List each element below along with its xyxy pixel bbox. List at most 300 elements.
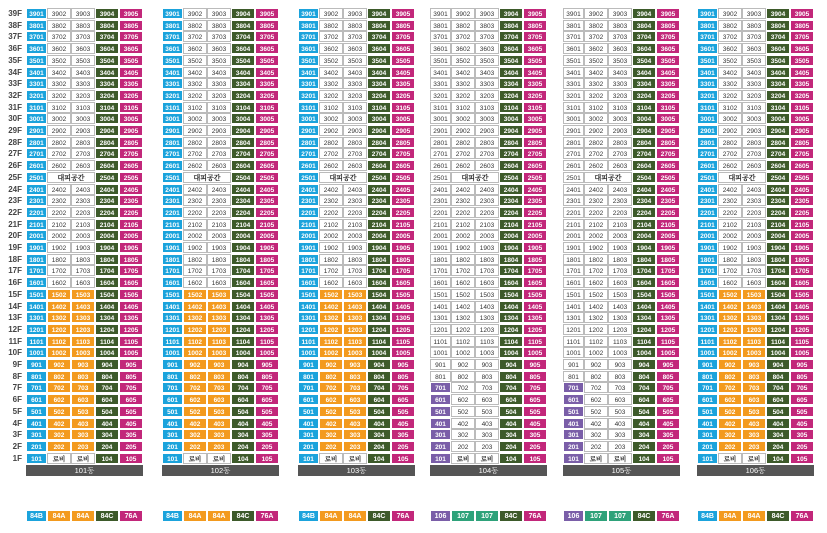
unit-cell: 1904 bbox=[367, 242, 391, 253]
unit-cell: 904 bbox=[766, 359, 790, 370]
unit-cell: 405 bbox=[523, 418, 547, 429]
unit-cell: 304 bbox=[367, 429, 391, 440]
unit-cell: 2804 bbox=[231, 137, 255, 148]
unit-cell: 3301 bbox=[162, 78, 183, 89]
unit-cell: 304 bbox=[95, 429, 119, 440]
unit-cell: 2804 bbox=[632, 137, 656, 148]
legend-chip: 84A bbox=[47, 510, 71, 522]
unit-cell: 1701 bbox=[563, 265, 584, 276]
unit-cell: 3802 bbox=[47, 20, 71, 31]
unit-cell: 505 bbox=[790, 406, 814, 417]
unit-cell: 1005 bbox=[790, 347, 814, 358]
unit-cell: 1801 bbox=[563, 254, 584, 265]
unit-cell: 604 bbox=[499, 394, 523, 405]
unit-cell: 1401 bbox=[162, 301, 183, 312]
unit-cell: 801 bbox=[697, 371, 718, 382]
unit-cell: 2403 bbox=[343, 184, 367, 195]
unit-cell: 3402 bbox=[718, 67, 742, 78]
unit-cell: 101 bbox=[697, 453, 718, 464]
unit-cell: 3301 bbox=[26, 78, 47, 89]
unit-cell: 1105 bbox=[391, 336, 415, 347]
unit-cell: 1201 bbox=[162, 324, 183, 335]
unit-cell: 205 bbox=[255, 441, 279, 452]
unit-cell: 3903 bbox=[475, 8, 499, 19]
unit-cell: 705 bbox=[656, 382, 680, 393]
unit-cell: 505 bbox=[523, 406, 547, 417]
unit-cell: 1002 bbox=[319, 347, 343, 358]
unit-cell: 3404 bbox=[632, 67, 656, 78]
unit-cell: 1901 bbox=[298, 242, 319, 253]
unit-cell: 2603 bbox=[608, 160, 632, 171]
unit-cell: 2805 bbox=[255, 137, 279, 148]
unit-cell: 1704 bbox=[766, 265, 790, 276]
unit-cell: 1101 bbox=[162, 336, 183, 347]
legend-chip: 107 bbox=[584, 510, 608, 522]
unit-cell: 1704 bbox=[95, 265, 119, 276]
floor-label: 32F bbox=[8, 90, 22, 100]
unit-cell: 2704 bbox=[367, 148, 391, 159]
unit-cell: 1601 bbox=[430, 277, 451, 288]
unit-cell: 3704 bbox=[766, 31, 790, 42]
unit-cell: 1205 bbox=[790, 324, 814, 335]
unit-cell: 801 bbox=[430, 371, 451, 382]
unit-cell: 905 bbox=[255, 359, 279, 370]
unit-cell: 501 bbox=[298, 406, 319, 417]
unit-cell: 802 bbox=[718, 371, 742, 382]
unit-cell: 2903 bbox=[207, 125, 231, 136]
unit-cell: 1601 bbox=[697, 277, 718, 288]
floor-label: 8F bbox=[12, 371, 22, 381]
unit-cell: 3105 bbox=[119, 102, 143, 113]
unit-cell: 3402 bbox=[584, 67, 608, 78]
unit-cell: 2804 bbox=[95, 137, 119, 148]
floor-label: 33F bbox=[8, 79, 22, 89]
unit-cell: 305 bbox=[119, 429, 143, 440]
unit-cell: 3801 bbox=[298, 20, 319, 31]
unit-cell: 1303 bbox=[71, 312, 95, 323]
unit-cell: 404 bbox=[499, 418, 523, 429]
unit-cell: 2001 bbox=[563, 230, 584, 241]
unit-cell: 2505 bbox=[119, 172, 143, 183]
unit-cell: 1902 bbox=[319, 242, 343, 253]
unit-cell: 2801 bbox=[26, 137, 47, 148]
unit-cell: 2703 bbox=[343, 148, 367, 159]
unit-cell: 404 bbox=[231, 418, 255, 429]
unit-cell: 304 bbox=[231, 429, 255, 440]
unit-cell: 201 bbox=[26, 441, 47, 452]
unit-cell: 2301 bbox=[26, 195, 47, 206]
unit-cell: 1203 bbox=[343, 324, 367, 335]
unit-cell: 1003 bbox=[71, 347, 95, 358]
unit-cell: 2603 bbox=[475, 160, 499, 171]
unit-cell: 3903 bbox=[343, 8, 367, 19]
unit-cell: 201 bbox=[563, 441, 584, 452]
unit-cell: 2005 bbox=[523, 230, 547, 241]
unit-cell: 504 bbox=[632, 406, 656, 417]
unit-cell: 3403 bbox=[742, 67, 766, 78]
unit-cell: 401 bbox=[430, 418, 451, 429]
unit-cell: 303 bbox=[742, 429, 766, 440]
unit-cell: 2102 bbox=[183, 219, 207, 230]
unit-cell: 3202 bbox=[47, 90, 71, 101]
unit-cell: 3602 bbox=[183, 43, 207, 54]
unit-cell: 3104 bbox=[95, 102, 119, 113]
unit-cell: 2905 bbox=[790, 125, 814, 136]
floor-label: 24F bbox=[8, 184, 22, 194]
unit-cell: 403 bbox=[475, 418, 499, 429]
unit-cell: 3505 bbox=[790, 55, 814, 66]
unit-cell: 2903 bbox=[742, 125, 766, 136]
unit-cell: 2905 bbox=[523, 125, 547, 136]
unit-cell: 1405 bbox=[656, 301, 680, 312]
unit-cell: 1305 bbox=[656, 312, 680, 323]
unit-cell: 2004 bbox=[499, 230, 523, 241]
unit-cell: 605 bbox=[119, 394, 143, 405]
unit-cell: 203 bbox=[742, 441, 766, 452]
unit-cell: 3705 bbox=[255, 31, 279, 42]
unit-cell: 2905 bbox=[119, 125, 143, 136]
unit-cell: 2701 bbox=[697, 148, 718, 159]
unit-cell: 1505 bbox=[656, 289, 680, 300]
unit-cell: 1403 bbox=[207, 301, 231, 312]
unit-cell: 2302 bbox=[47, 195, 71, 206]
unit-cell: 2102 bbox=[451, 219, 475, 230]
unit-cell: 1003 bbox=[207, 347, 231, 358]
unit-cell: 3401 bbox=[162, 67, 183, 78]
legend-chip: 84B bbox=[298, 510, 319, 522]
unit-cell: 2803 bbox=[742, 137, 766, 148]
legend-chip: 84C bbox=[231, 510, 255, 522]
unit-cell: 3505 bbox=[119, 55, 143, 66]
unit-cell: 1101 bbox=[563, 336, 584, 347]
unit-cell: 105 bbox=[656, 453, 680, 464]
unit-cell: 3704 bbox=[95, 31, 119, 42]
unit-cell: 101 bbox=[430, 453, 451, 464]
unit-cell: 3102 bbox=[584, 102, 608, 113]
unit-cell: 2505 bbox=[255, 172, 279, 183]
unit-cell: 504 bbox=[95, 406, 119, 417]
unit-cell: 2501 bbox=[162, 172, 183, 183]
unit-cell: 105 bbox=[391, 453, 415, 464]
unit-cell: 3504 bbox=[499, 55, 523, 66]
unit-cell: 502 bbox=[584, 406, 608, 417]
unit-cell: 2004 bbox=[766, 230, 790, 241]
lobby-cell: 로비 bbox=[71, 453, 95, 464]
unit-cell: 2903 bbox=[475, 125, 499, 136]
unit-cell: 2705 bbox=[790, 148, 814, 159]
unit-cell: 503 bbox=[475, 406, 499, 417]
unit-cell: 3102 bbox=[319, 102, 343, 113]
lobby-cell: 로비 bbox=[475, 453, 499, 464]
unit-cell: 3205 bbox=[790, 90, 814, 101]
unit-cell: 2501 bbox=[697, 172, 718, 183]
unit-cell: 3701 bbox=[298, 31, 319, 42]
unit-cell: 3101 bbox=[430, 102, 451, 113]
unit-cell: 2501 bbox=[563, 172, 584, 183]
unit-cell: 2205 bbox=[790, 207, 814, 218]
unit-cell: 1603 bbox=[207, 277, 231, 288]
unit-cell: 1202 bbox=[319, 324, 343, 335]
unit-cell: 3501 bbox=[563, 55, 584, 66]
unit-cell: 2401 bbox=[162, 184, 183, 195]
unit-cell: 3504 bbox=[367, 55, 391, 66]
unit-cell: 3101 bbox=[298, 102, 319, 113]
unit-cell: 3303 bbox=[475, 78, 499, 89]
floor-label: 1F bbox=[12, 453, 22, 463]
unit-cell: 1102 bbox=[319, 336, 343, 347]
unit-cell: 905 bbox=[119, 359, 143, 370]
unit-cell: 2601 bbox=[697, 160, 718, 171]
unit-cell: 203 bbox=[608, 441, 632, 452]
unit-cell: 3702 bbox=[319, 31, 343, 42]
unit-cell: 1001 bbox=[26, 347, 47, 358]
unit-cell: 3005 bbox=[523, 113, 547, 124]
unit-cell: 3305 bbox=[656, 78, 680, 89]
unit-cell: 2304 bbox=[766, 195, 790, 206]
unit-cell: 2802 bbox=[319, 137, 343, 148]
unit-cell: 1102 bbox=[584, 336, 608, 347]
unit-cell: 2103 bbox=[475, 219, 499, 230]
unit-cell: 104 bbox=[95, 453, 119, 464]
unit-cell: 3201 bbox=[26, 90, 47, 101]
unit-cell: 304 bbox=[499, 429, 523, 440]
unit-cell: 2204 bbox=[632, 207, 656, 218]
unit-cell: 3402 bbox=[47, 67, 71, 78]
unit-cell: 1601 bbox=[563, 277, 584, 288]
unit-cell: 2001 bbox=[26, 230, 47, 241]
unit-cell: 801 bbox=[298, 371, 319, 382]
unit-cell: 302 bbox=[319, 429, 343, 440]
unit-cell: 3104 bbox=[231, 102, 255, 113]
unit-cell: 3801 bbox=[697, 20, 718, 31]
building-name: 102동 bbox=[162, 465, 279, 476]
unit-cell: 3504 bbox=[95, 55, 119, 66]
unit-cell: 2902 bbox=[47, 125, 71, 136]
unit-cell: 3804 bbox=[367, 20, 391, 31]
unit-cell: 1902 bbox=[47, 242, 71, 253]
unit-cell: 104 bbox=[367, 453, 391, 464]
refuge-space: 대피공간 bbox=[584, 172, 632, 183]
unit-cell: 603 bbox=[71, 394, 95, 405]
floor-label: 13F bbox=[8, 313, 22, 323]
unit-cell: 902 bbox=[584, 359, 608, 370]
legend-chip: 76A bbox=[656, 510, 680, 522]
unit-cell: 3305 bbox=[255, 78, 279, 89]
unit-cell: 901 bbox=[162, 359, 183, 370]
unit-cell: 1704 bbox=[231, 265, 255, 276]
unit-cell: 1603 bbox=[608, 277, 632, 288]
unit-cell: 3605 bbox=[523, 43, 547, 54]
unit-cell: 1202 bbox=[718, 324, 742, 335]
unit-cell: 901 bbox=[26, 359, 47, 370]
unit-cell: 2705 bbox=[391, 148, 415, 159]
unit-cell: 804 bbox=[95, 371, 119, 382]
unit-cell: 3802 bbox=[319, 20, 343, 31]
unit-cell: 3604 bbox=[231, 43, 255, 54]
unit-cell: 202 bbox=[718, 441, 742, 452]
unit-cell: 602 bbox=[319, 394, 343, 405]
unit-cell: 3002 bbox=[718, 113, 742, 124]
unit-cell: 801 bbox=[162, 371, 183, 382]
unit-cell: 2402 bbox=[47, 184, 71, 195]
unit-cell: 3805 bbox=[790, 20, 814, 31]
unit-cell: 2404 bbox=[95, 184, 119, 195]
unit-cell: 2101 bbox=[697, 219, 718, 230]
unit-cell: 3003 bbox=[343, 113, 367, 124]
unit-cell: 502 bbox=[183, 406, 207, 417]
unit-cell: 1004 bbox=[766, 347, 790, 358]
building-name: 106동 bbox=[697, 465, 814, 476]
unit-cell: 2105 bbox=[255, 219, 279, 230]
unit-cell: 604 bbox=[632, 394, 656, 405]
unit-cell: 1001 bbox=[430, 347, 451, 358]
unit-cell: 1304 bbox=[231, 312, 255, 323]
unit-cell: 502 bbox=[718, 406, 742, 417]
unit-cell: 804 bbox=[766, 371, 790, 382]
unit-cell: 1403 bbox=[343, 301, 367, 312]
unit-cell: 3105 bbox=[656, 102, 680, 113]
unit-cell: 1905 bbox=[119, 242, 143, 253]
unit-cell: 401 bbox=[162, 418, 183, 429]
unit-cell: 702 bbox=[319, 382, 343, 393]
unit-cell: 3001 bbox=[26, 113, 47, 124]
unit-cell: 1003 bbox=[608, 347, 632, 358]
unit-cell: 1504 bbox=[95, 289, 119, 300]
unit-cell: 2902 bbox=[319, 125, 343, 136]
unit-cell: 1004 bbox=[499, 347, 523, 358]
unit-cell: 1301 bbox=[563, 312, 584, 323]
unit-cell: 304 bbox=[766, 429, 790, 440]
unit-cell: 3005 bbox=[255, 113, 279, 124]
unit-cell: 702 bbox=[584, 382, 608, 393]
unit-cell: 2104 bbox=[632, 219, 656, 230]
unit-cell: 3001 bbox=[430, 113, 451, 124]
unit-cell: 3401 bbox=[298, 67, 319, 78]
refuge-space: 대피공간 bbox=[319, 172, 367, 183]
unit-cell: 1103 bbox=[71, 336, 95, 347]
unit-cell: 3602 bbox=[718, 43, 742, 54]
unit-cell: 3101 bbox=[162, 102, 183, 113]
unit-cell: 903 bbox=[71, 359, 95, 370]
unit-cell: 503 bbox=[343, 406, 367, 417]
unit-cell: 1402 bbox=[451, 301, 475, 312]
unit-cell: 2204 bbox=[231, 207, 255, 218]
unit-cell: 1605 bbox=[255, 277, 279, 288]
unit-cell: 203 bbox=[71, 441, 95, 452]
unit-cell: 1802 bbox=[718, 254, 742, 265]
unit-cell: 502 bbox=[451, 406, 475, 417]
unit-cell: 2203 bbox=[343, 207, 367, 218]
unit-cell: 3505 bbox=[656, 55, 680, 66]
unit-cell: 805 bbox=[391, 371, 415, 382]
unit-cell: 1703 bbox=[475, 265, 499, 276]
unit-cell: 1202 bbox=[47, 324, 71, 335]
unit-cell: 1204 bbox=[766, 324, 790, 335]
unit-cell: 3901 bbox=[298, 8, 319, 19]
building-name: 105동 bbox=[563, 465, 680, 476]
unit-cell: 3503 bbox=[608, 55, 632, 66]
unit-cell: 3103 bbox=[608, 102, 632, 113]
unit-cell: 2602 bbox=[319, 160, 343, 171]
unit-cell: 3403 bbox=[207, 67, 231, 78]
unit-cell: 2605 bbox=[255, 160, 279, 171]
unit-cell: 1802 bbox=[47, 254, 71, 265]
unit-cell: 3703 bbox=[608, 31, 632, 42]
unit-cell: 805 bbox=[656, 371, 680, 382]
unit-cell: 204 bbox=[766, 441, 790, 452]
unit-cell: 902 bbox=[718, 359, 742, 370]
unit-cell: 3703 bbox=[742, 31, 766, 42]
unit-cell: 2005 bbox=[790, 230, 814, 241]
unit-cell: 2305 bbox=[790, 195, 814, 206]
unit-cell: 903 bbox=[608, 359, 632, 370]
unit-cell: 602 bbox=[183, 394, 207, 405]
unit-cell: 3003 bbox=[475, 113, 499, 124]
unit-cell: 1603 bbox=[71, 277, 95, 288]
unit-cell: 1101 bbox=[298, 336, 319, 347]
unit-cell: 1405 bbox=[255, 301, 279, 312]
unit-cell: 1602 bbox=[47, 277, 71, 288]
unit-cell: 3305 bbox=[523, 78, 547, 89]
unit-cell: 1003 bbox=[742, 347, 766, 358]
unit-cell: 1104 bbox=[499, 336, 523, 347]
unit-cell: 3903 bbox=[742, 8, 766, 19]
unit-cell: 403 bbox=[71, 418, 95, 429]
unit-cell: 303 bbox=[343, 429, 367, 440]
unit-cell: 3204 bbox=[367, 90, 391, 101]
unit-cell: 1705 bbox=[119, 265, 143, 276]
unit-cell: 3502 bbox=[47, 55, 71, 66]
unit-cell: 1501 bbox=[162, 289, 183, 300]
unit-cell: 3303 bbox=[71, 78, 95, 89]
unit-cell: 804 bbox=[632, 371, 656, 382]
unit-cell: 2805 bbox=[523, 137, 547, 148]
refuge-space: 대피공간 bbox=[183, 172, 231, 183]
unit-cell: 3504 bbox=[766, 55, 790, 66]
unit-cell: 3503 bbox=[207, 55, 231, 66]
unit-cell: 2402 bbox=[718, 184, 742, 195]
unit-cell: 501 bbox=[162, 406, 183, 417]
unit-cell: 2605 bbox=[119, 160, 143, 171]
unit-cell: 3102 bbox=[47, 102, 71, 113]
unit-cell: 2801 bbox=[162, 137, 183, 148]
unit-cell: 1104 bbox=[95, 336, 119, 347]
unit-cell: 1505 bbox=[119, 289, 143, 300]
unit-cell: 2603 bbox=[207, 160, 231, 171]
unit-cell: 3302 bbox=[451, 78, 475, 89]
unit-cell: 1701 bbox=[162, 265, 183, 276]
unit-cell: 2404 bbox=[231, 184, 255, 195]
unit-cell: 3702 bbox=[718, 31, 742, 42]
unit-cell: 2704 bbox=[231, 148, 255, 159]
unit-cell: 401 bbox=[563, 418, 584, 429]
unit-cell: 2302 bbox=[584, 195, 608, 206]
unit-cell: 2804 bbox=[499, 137, 523, 148]
unit-cell: 2205 bbox=[391, 207, 415, 218]
floor-label: 37F bbox=[8, 32, 22, 42]
unit-cell: 701 bbox=[162, 382, 183, 393]
unit-cell: 3602 bbox=[451, 43, 475, 54]
unit-cell: 1305 bbox=[391, 312, 415, 323]
unit-cell: 2004 bbox=[632, 230, 656, 241]
unit-cell: 201 bbox=[430, 441, 451, 452]
unit-cell: 3703 bbox=[71, 31, 95, 42]
unit-cell: 3603 bbox=[475, 43, 499, 54]
unit-cell: 3701 bbox=[563, 31, 584, 42]
unit-cell: 302 bbox=[451, 429, 475, 440]
unit-cell: 3204 bbox=[766, 90, 790, 101]
floor-label: 14F bbox=[8, 301, 22, 311]
